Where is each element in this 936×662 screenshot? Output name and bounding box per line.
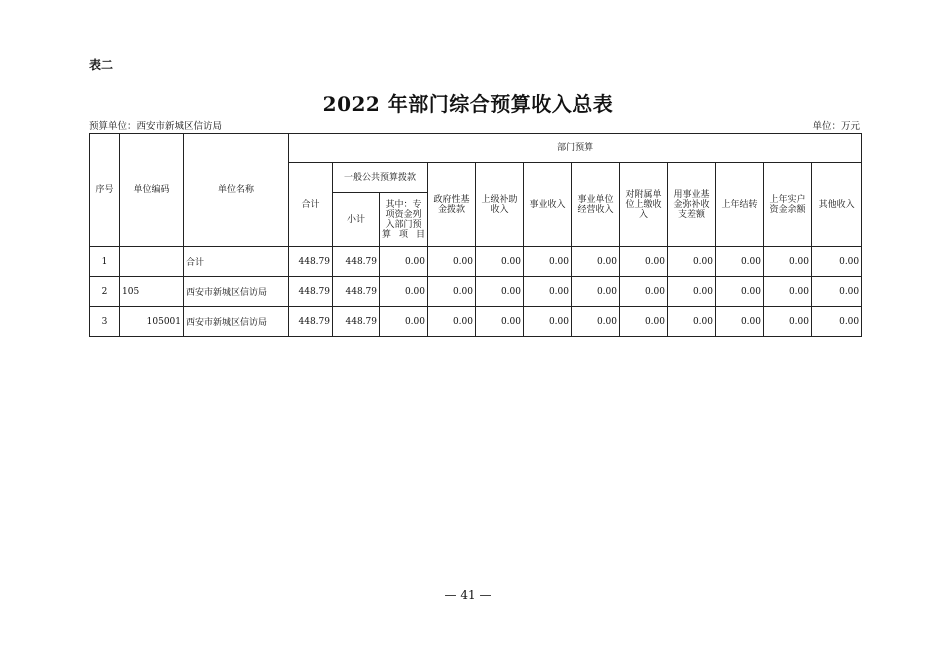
- cell-subtotal: 448.79: [333, 307, 380, 337]
- cell-total: 448.79: [289, 247, 333, 277]
- header-unit-name: 单位名称: [184, 134, 289, 247]
- cell-superior-subsidy: 0.00: [476, 277, 524, 307]
- cell-unit-code: 105: [120, 277, 184, 307]
- cell-seq: 1: [90, 247, 120, 277]
- cell-affiliated-income: 0.00: [620, 307, 668, 337]
- header-subtotal: 小计: [333, 193, 380, 247]
- cell-other-income: 0.00: [812, 307, 862, 337]
- cell-special-items: 0.00: [380, 247, 428, 277]
- page-number: — 41 —: [444, 588, 492, 602]
- cell-unit-code: 105001: [120, 307, 184, 337]
- cell-unit-name: 西安市新城区信访局: [184, 277, 289, 307]
- header-affiliated-income: 对附属单位上缴收入: [620, 163, 668, 247]
- cell-unit-name: 西安市新城区信访局: [184, 307, 289, 337]
- header-reserve-fund: 用事业基金弥补收支差额: [668, 163, 716, 247]
- header-superior-subsidy: 上级补助收入: [476, 163, 524, 247]
- header-dept-budget: 部门预算: [289, 134, 862, 163]
- table-row: [90, 307, 862, 337]
- cell-business-unit-income: 0.00: [572, 247, 620, 277]
- table-row: [90, 247, 862, 277]
- cell-special-items: 0.00: [380, 307, 428, 337]
- cell-other-income: 0.00: [812, 277, 862, 307]
- header-business-unit-income: 事业单位经营收入: [572, 163, 620, 247]
- cell-last-year-balance: 0.00: [764, 307, 812, 337]
- cell-seq: 2: [90, 277, 120, 307]
- cell-subtotal: 448.79: [333, 247, 380, 277]
- cell-gov-fund: 0.00: [428, 247, 476, 277]
- budget-unit-label: 预算单位：西安市新城区信访局: [89, 121, 223, 132]
- cell-last-year-carry: 0.00: [716, 277, 764, 307]
- cell-superior-subsidy: 0.00: [476, 247, 524, 277]
- header-last-year-carry: 上年结转: [716, 163, 764, 247]
- header-business-income: 事业收入: [524, 163, 572, 247]
- cell-unit-code: [120, 247, 184, 277]
- money-unit-label: 单位：万元: [812, 121, 860, 132]
- cell-last-year-carry: 0.00: [716, 307, 764, 337]
- cell-reserve-fund: 0.00: [668, 277, 716, 307]
- cell-last-year-carry: 0.00: [716, 247, 764, 277]
- cell-total: 448.79: [289, 277, 333, 307]
- cell-affiliated-income: 0.00: [620, 277, 668, 307]
- header-other-income: 其他收入: [812, 163, 862, 247]
- cell-superior-subsidy: 0.00: [476, 307, 524, 337]
- page-title: 2022 年部门综合预算收入总表: [322, 92, 614, 116]
- document-label: 表二: [89, 58, 114, 72]
- cell-gov-fund: 0.00: [428, 277, 476, 307]
- cell-last-year-balance: 0.00: [764, 277, 812, 307]
- header-unit-code: 单位编码: [120, 134, 184, 247]
- cell-business-income: 0.00: [524, 277, 572, 307]
- cell-affiliated-income: 0.00: [620, 247, 668, 277]
- cell-business-income: 0.00: [524, 307, 572, 337]
- cell-business-unit-income: 0.00: [572, 277, 620, 307]
- header-seq: 序号: [90, 134, 120, 247]
- header-gov-fund: 政府性基金拨款: [428, 163, 476, 247]
- cell-business-income: 0.00: [524, 247, 572, 277]
- header-last-year-balance: 上年实户资金余额: [764, 163, 812, 247]
- cell-other-income: 0.00: [812, 247, 862, 277]
- unit-line: [89, 118, 860, 132]
- cell-seq: 3: [90, 307, 120, 337]
- cell-gov-fund: 0.00: [428, 307, 476, 337]
- table-row: [90, 277, 862, 307]
- cell-reserve-fund: 0.00: [668, 247, 716, 277]
- header-total: 合计: [289, 163, 333, 247]
- header-general-public: 一般公共预算拨款: [333, 163, 428, 193]
- cell-unit-name: 合计: [184, 247, 289, 277]
- cell-reserve-fund: 0.00: [668, 307, 716, 337]
- cell-last-year-balance: 0.00: [764, 247, 812, 277]
- cell-subtotal: 448.79: [333, 277, 380, 307]
- cell-special-items: 0.00: [380, 277, 428, 307]
- cell-business-unit-income: 0.00: [572, 307, 620, 337]
- budget-income-table: [89, 133, 862, 337]
- header-special-items: 其中：专项资金列入部门预算项目: [380, 193, 428, 247]
- cell-total: 448.79: [289, 307, 333, 337]
